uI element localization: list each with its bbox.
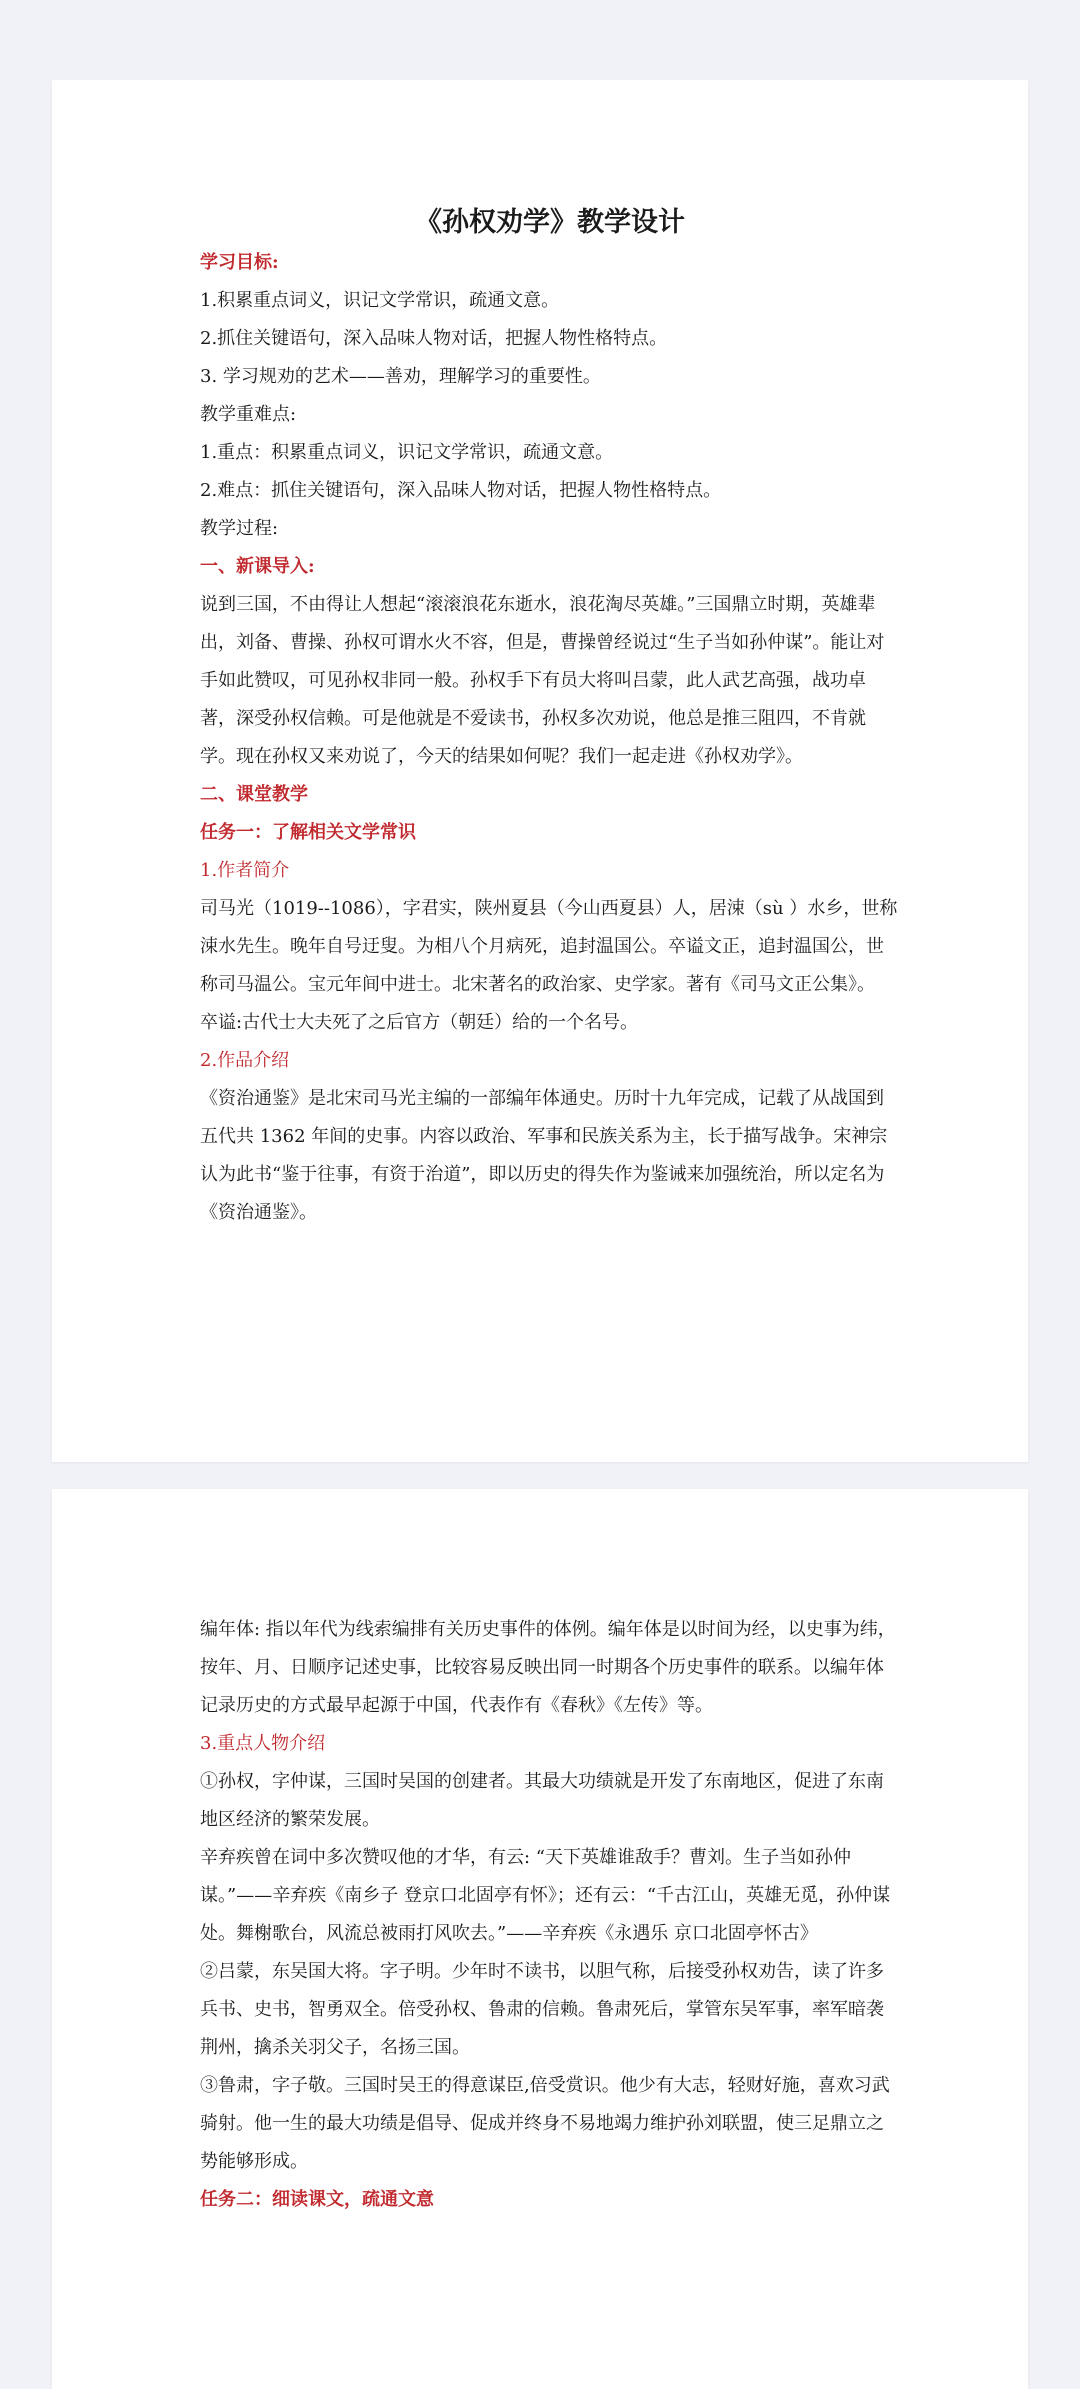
page-2-body bbox=[200, 1611, 900, 2219]
section-heading: 一、新课导入: bbox=[200, 556, 315, 577]
body-paragraph: 辛弃疾曾在词中多次赞叹他的才华，有云: “天下英雄谁敌手？曹刘。生子当如孙仲谋。”——辛弃疾《南乡子 登京口北固亭有怀》；还有云：“千古江山，英雄无觅，孙仲谋处。舞榭歌台，风流总被雨打风吹去。”——辛弃疾《永遇乐 京口北固亭怀古》 bbox=[200, 1847, 891, 1944]
body-paragraph: 1.积累重点词义，识记文学常识，疏通文意。 bbox=[200, 290, 560, 311]
document-page-2 bbox=[52, 1489, 1028, 2389]
body-paragraph: 《资治通鉴》是北宋司马光主编的一部编年体通史。历时十九年完成，记载了从战国到五代共 1362 年间的史事。内容以政治、军事和民族关系为主，长于描写战争。宋神宗认为此书“鉴于往事，有资于治道”，即以历史的得失作为鉴诫来加强统治，所以定名为《资治通鉴》。 bbox=[200, 1088, 888, 1223]
page-1-body bbox=[200, 244, 900, 1232]
body-paragraph: 编年体: 指以年代为线索编排有关历史事件的体例。编年体是以时间为经，以史事为纬，按年、月、日顺序记述史事，比较容易反映出同一时期各个历史事件的联系。以编年体记录历史的方式最早起源于中国，代表作有《春秋》《左传》等。 bbox=[200, 1619, 896, 1716]
section-heading: 二、课堂教学 bbox=[200, 784, 308, 805]
body-paragraph: 2.难点：抓住关键语句，深入品味人物对话，把握人物性格特点。 bbox=[200, 480, 722, 501]
section-heading: 任务二：细读课文，疏通文意 bbox=[200, 2189, 434, 2210]
body-paragraph: ①孙权，字仲谋，三国时吴国的创建者。其最大功绩就是开发了东南地区，促进了东南地区经济的繁荣发展。 bbox=[200, 1771, 884, 1830]
section-heading: 1.作者简介 bbox=[200, 860, 290, 881]
body-paragraph: 教学重难点: bbox=[200, 404, 297, 425]
body-paragraph: 3. 学习规劝的艺术——善劝，理解学习的重要性。 bbox=[200, 366, 601, 387]
section-heading: 2.作品介绍 bbox=[200, 1050, 290, 1071]
body-paragraph: ②吕蒙，东吴国大将。字子明。少年时不读书，以胆气称，后接受孙权劝告，读了许多兵书、史书，智勇双全。倍受孙权、鲁肃的信赖。鲁肃死后，掌管东吴军事，率军暗袭荆州，擒杀关羽父子，名扬三国。 bbox=[200, 1961, 884, 2058]
body-paragraph: 教学过程: bbox=[200, 518, 279, 539]
body-paragraph: 2.抓住关键语句，深入品味人物对话，把握人物性格特点。 bbox=[200, 328, 668, 349]
body-paragraph: 说到三国，不由得让人想起“滚滚浪花东逝水，浪花淘尽英雄。”三国鼎立时期，英雄辈出，刘备、曹操、孙权可谓水火不容，但是，曹操曾经说过“生子当如孙仲谋”。能让对手如此赞叹，可见孙权非同一般。孙权手下有员大将叫吕蒙，此人武艺高强，战功卓著，深受孙权信赖。可是他就是不爱读书，孙权多次劝说，他总是推三阻四，不肯就学。现在孙权又来劝说了，今天的结果如何呢？我们一起走进《孙权劝学》。 bbox=[200, 594, 885, 767]
document-title: 《孙权劝学》教学设计 bbox=[415, 207, 685, 238]
section-heading: 学习目标: bbox=[200, 252, 279, 273]
page-1-content bbox=[200, 204, 900, 1232]
document-page-1 bbox=[52, 80, 1028, 1462]
body-paragraph: ③鲁肃，字子敬。三国时吴王的得意谋臣,倍受赏识。他少有大志，轻财好施，喜欢习武骑射。他一生的最大功绩是倡导、促成并终身不易地竭力维护孙刘联盟，使三足鼎立之势能够形成。 bbox=[200, 2075, 890, 2172]
page-2-content bbox=[200, 1611, 900, 2219]
section-heading: 3.重点人物介绍 bbox=[200, 1733, 326, 1754]
body-paragraph: 卒谥:古代士大夫死了之后官方（朝廷）给的一个名号。 bbox=[200, 1012, 639, 1033]
body-paragraph: 1.重点：积累重点词义，识记文学常识，疏通文意。 bbox=[200, 442, 614, 463]
body-paragraph: 司马光（1019--1086），字君实，陕州夏县（今山西夏县）人，居涑（sù ）水乡，世称涑水先生。晚年自号迂叟。为相八个月病死，追封温国公。卒谥文正，追封温国公，世称司马温公。宝元年间中进士。北宋著名的政治家、史学家。著有《司马文正公集》。 bbox=[200, 898, 898, 995]
section-heading: 任务一：了解相关文学常识 bbox=[200, 822, 416, 843]
